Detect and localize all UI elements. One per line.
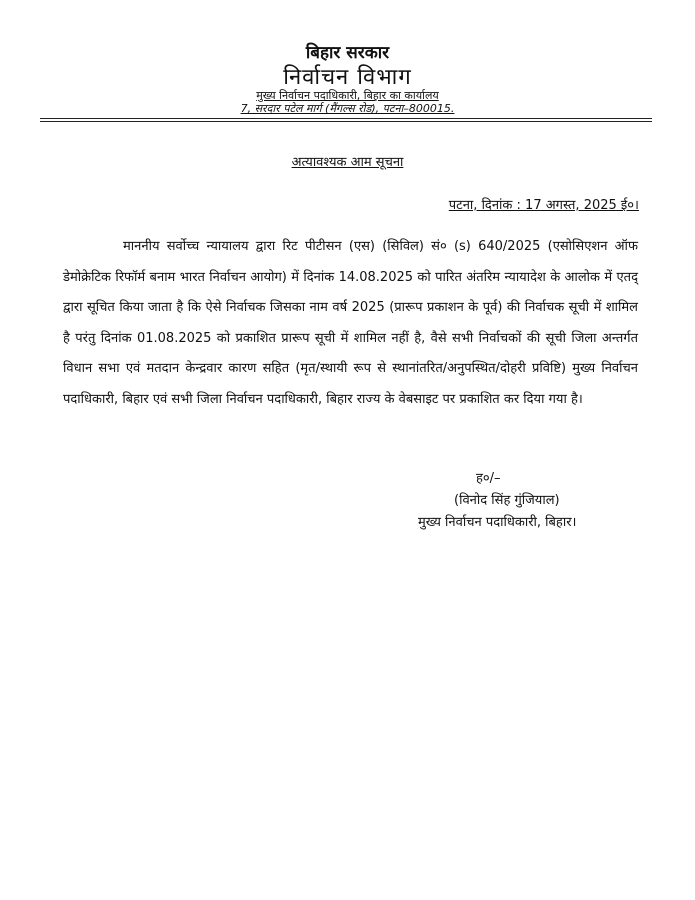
notice-title: अत्यावश्यक आम सूचना: [291, 155, 404, 170]
signatory-name: (विनोद सिंह गुंजियाल): [454, 493, 560, 508]
notice-body: माननीय सर्वोच्च न्यायालय द्वारा रिट पीटीसन (एस) (सिविल) सं० (s) 640/2025 (एसोसिएशन ऑफ डेमोक्रेटिक रिफॉर्म बनाम भारत निर्वाचन आयोग) में दिनांक 14.08.2025 को पारित अंतरिम न्यायादेश के आलोक में एतद् द्वारा सूचित किया जाता है कि ऐसे निर्वाचक जिसका नाम वर्ष 2025 (प्रारूप प्रकाशन के पूर्व) की निर्वाचक सूची में शामिल है परंतु दिनांक 01.08.2025 को प्रकाशित प्रारूप सूची में शामिल नहीं है, वैसे सभी निर्वाचकों की सूची जिला अन्तर्गत विधान सभा एवं मतदान केन्द्रवार कारण सहित (मृत/स्थायी रूप से स्थानांतरित/अनुपस्थित/दोहरी प्रविष्टि) मुख्य निर्वाचन पदाधिकारी, बिहार एवं सभी जिला निर्वाचन पदाधिकारी, बिहार राज्य के वेबसाइट पर प्रकाशित कर दिया गया है।: [63, 239, 638, 407]
office-address: 7, सरदार पटेल मार्ग (मैंगल्स रोड), पटना–800015.: [240, 102, 455, 115]
office-name: मुख्य निर्वाचन पदाधिकारी, बिहार का कार्यालय: [256, 89, 439, 102]
signatory-designation: मुख्य निर्वाचन पदाधिकारी, बिहार।: [418, 515, 577, 530]
government-name: बिहार सरकार: [305, 43, 390, 63]
header-divider: [40, 118, 652, 119]
header-divider-second: [40, 121, 652, 122]
signature-block: [418, 468, 648, 534]
notice-date: पटना, दिनांक : 17 अगस्त, 2025 ई०।: [448, 198, 639, 213]
signed-mark: ह०/–: [476, 471, 501, 486]
department-name: निर्वाचन विभाग: [283, 65, 412, 90]
